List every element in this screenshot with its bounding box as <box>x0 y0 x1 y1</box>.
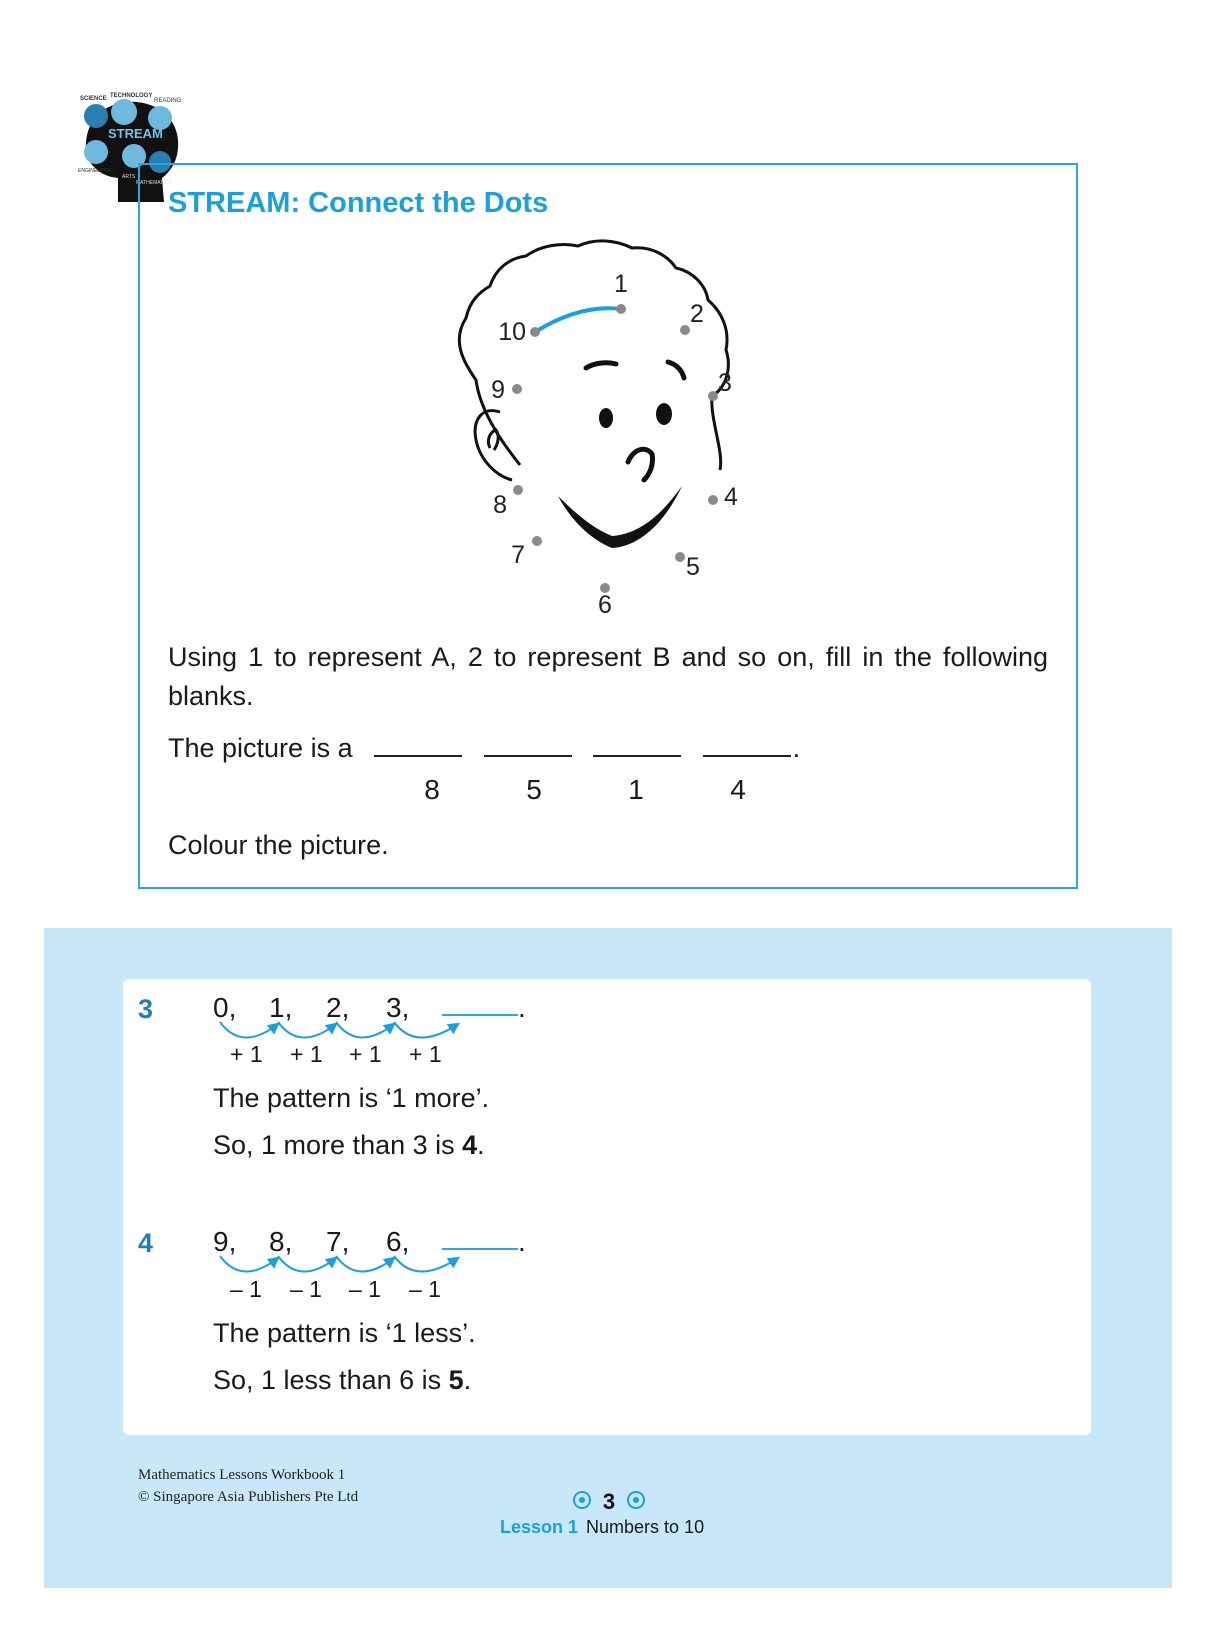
q4-term-3: 7, <box>326 1226 350 1257</box>
nose <box>628 449 653 480</box>
q4-term-1: 9, <box>213 1226 237 1257</box>
dots-group <box>491 270 738 619</box>
dot-7 <box>532 536 542 546</box>
page-number-badge <box>570 1486 670 1514</box>
q3-term-4: 3, <box>386 992 410 1023</box>
dot-label-9: 9 <box>491 376 505 404</box>
q4-step-2: – 1 <box>290 1276 322 1302</box>
logo-arts-text: ARTS <box>122 174 136 180</box>
hair-outline <box>459 241 728 470</box>
picture-prefix: The picture is a <box>168 733 353 763</box>
q4-step-4: – 1 <box>409 1276 441 1302</box>
q3-term-2: 1, <box>269 992 293 1023</box>
dot-10 <box>530 327 540 337</box>
picture-sentence <box>168 733 800 764</box>
connecting-line <box>535 308 621 332</box>
dot-2 <box>680 325 690 335</box>
logo-stream-text: STREAM <box>108 126 163 141</box>
ear-inner <box>488 430 498 450</box>
question-number-3: 3 <box>138 994 154 1024</box>
lesson-title: Numbers to 10 <box>586 1517 705 1537</box>
dot-label-6: 6 <box>598 591 612 619</box>
q3-period: . <box>518 992 526 1023</box>
blank-number-1: 8 <box>424 774 440 805</box>
q4-conclusion <box>213 1365 471 1396</box>
q4-step-3: – 1 <box>349 1276 381 1302</box>
dot-3 <box>708 391 718 401</box>
dot-label-5: 5 <box>686 553 700 581</box>
q3-step-2: + 1 <box>290 1041 323 1067</box>
q3-answer-blank[interactable] <box>442 1014 518 1016</box>
instruction-text: Using 1 to represent A, 2 to represent B and so on, fill in the following blanks. <box>168 642 1048 711</box>
logo-engineering-text: ENGINEERING <box>78 168 114 174</box>
copyright-text: © Singapore Asia Publishers Pte Ltd <box>138 1489 359 1505</box>
q4-pattern: The pattern is ‘1 less’. <box>213 1318 476 1348</box>
q3-step-1: + 1 <box>230 1041 263 1067</box>
q4-answer-blank[interactable] <box>442 1248 518 1250</box>
q3-answer: 4 <box>462 1130 478 1160</box>
answer-blank-4[interactable] <box>703 754 791 757</box>
q4-conclusion-period: . <box>463 1365 472 1395</box>
answer-blank-3[interactable] <box>593 754 681 757</box>
dot-label-7: 7 <box>511 541 525 569</box>
logo-technology-text: TECHNOLOGY <box>110 93 153 99</box>
dot-4 <box>708 495 718 505</box>
left-eyebrow <box>586 363 616 368</box>
q3-term-3: 2, <box>326 992 350 1023</box>
dot-label-10: 10 <box>498 318 526 346</box>
dot-5 <box>675 552 685 562</box>
blank-number-4: 4 <box>730 774 746 805</box>
q4-term-2: 8, <box>269 1226 293 1257</box>
dot-9 <box>512 384 522 394</box>
logo-science-text: SCIENCE <box>80 96 107 102</box>
logo-mathematics-text: MATHEMATICS <box>136 180 172 186</box>
picture-period: . <box>792 733 801 763</box>
lesson-footer <box>500 1517 704 1538</box>
q4-period: . <box>518 1226 526 1257</box>
answer-blank-2[interactable] <box>484 754 572 757</box>
book-title: Mathematics Lessons Workbook 1 <box>138 1467 346 1483</box>
q3-conclusion-text: So, 1 more than 3 is <box>213 1130 463 1160</box>
stream-title: STREAM: Connect the Dots <box>168 187 549 219</box>
dot-label-4: 4 <box>724 483 738 511</box>
lesson-label: Lesson 1 <box>500 1517 579 1537</box>
q3-pattern: The pattern is ‘1 more’. <box>213 1083 490 1113</box>
q3-conclusion <box>213 1130 485 1161</box>
q4-answer: 5 <box>448 1365 464 1395</box>
q4-conclusion-text: So, 1 less than 6 is <box>213 1365 449 1395</box>
page-number: 3 <box>602 1489 616 1514</box>
q3-term-1: 0, <box>213 992 237 1023</box>
q3-step-4: + 1 <box>409 1041 442 1067</box>
answer-blank-1[interactable] <box>374 754 462 757</box>
right-eyebrow <box>668 362 684 378</box>
connect-dots-face <box>420 225 800 625</box>
blank-number-3: 1 <box>628 774 644 805</box>
colour-instruction: Colour the picture. <box>168 830 389 860</box>
dot-label-1: 1 <box>614 270 628 298</box>
dot-label-3: 3 <box>718 369 732 397</box>
smile <box>558 486 682 548</box>
q3-conclusion-period: . <box>477 1130 485 1160</box>
right-eye <box>656 403 672 425</box>
dot-label-2: 2 <box>690 300 704 328</box>
logo-reading-text: READING <box>154 98 182 104</box>
dot-label-8: 8 <box>493 491 507 519</box>
blank-number-2: 5 <box>526 774 542 805</box>
q4-term-4: 6, <box>386 1226 410 1257</box>
q4-step-1: – 1 <box>230 1276 262 1302</box>
dot-8 <box>513 485 523 495</box>
q3-step-3: + 1 <box>349 1041 382 1067</box>
dot-1 <box>616 304 626 314</box>
left-eye <box>599 408 613 428</box>
question-number-4: 4 <box>138 1228 154 1258</box>
footer-credits <box>138 1464 358 1508</box>
